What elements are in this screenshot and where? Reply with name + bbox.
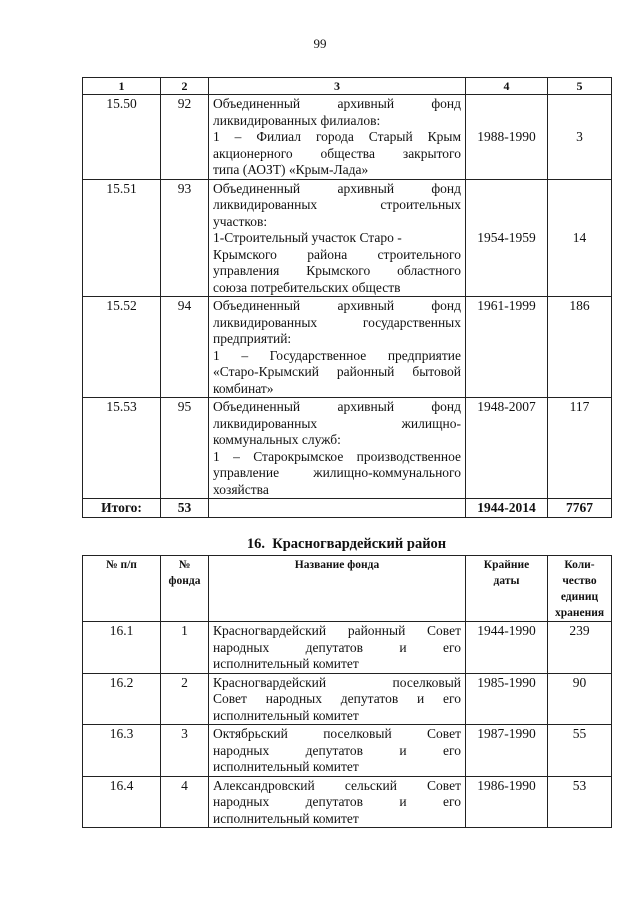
fond-name-line: народных депутатов и его [213,794,461,809]
section-title: Красногвардейский район [272,536,447,552]
header-unit-count: Коли-чество единиц хранения [548,556,612,622]
fond-name-line: Объединенный архивный фонд [213,180,461,196]
col-4-header: 4 [466,78,548,95]
fond-name-line: 1-Строительный участок Старо - [213,230,402,245]
section-number: 16. [246,536,265,552]
fond-name-line: Красногвардейский поселковый [213,674,461,690]
fond-number: 95 [161,398,209,499]
fond-name-line: Крымского района строительного [213,246,461,262]
table-row [83,297,612,398]
unit-count: 53 [548,776,612,828]
date-range: 1988-1990 [466,95,548,180]
row-number: 16.3 [83,725,161,777]
row-number: 15.51 [83,179,161,297]
col-5-header: 5 [548,78,612,95]
fond-name-line: Объединенный архивный фонд [213,96,461,111]
fond-name-line: Октябрьский поселковый Совет [213,726,461,741]
fond-name-line: управления Крымского областного [213,263,461,278]
fond-name-line: исполнительный комитет [213,759,359,774]
header-fond-name: Название фонда [209,556,466,622]
unit-count: 186 [548,297,612,398]
date-range: 1986-1990 [466,776,548,828]
row-number: 15.52 [83,297,161,398]
table-header-row [83,556,612,622]
unit-count: 239 [548,622,612,674]
unit-count: 90 [548,673,612,725]
fond-name-line: исполнительный комитет [213,810,359,826]
fond-name-line: Александровский сельский Совет [213,777,461,793]
row-number: 16.1 [83,622,161,674]
archive-table-section-15 [82,77,612,518]
date-range: 1948-2007 [466,398,548,499]
table-row [83,622,612,674]
fond-name-line: 1 – Филиал города Старый Крым [213,129,461,144]
fond-number: 3 [161,725,209,777]
fond-name [209,776,466,828]
fond-name-line: управление жилищно-коммунального [213,465,461,480]
fond-number: 1 [161,622,209,674]
section-heading [82,536,611,553]
row-number: 15.53 [83,398,161,499]
fond-name-line: Совет народных депутатов и его [213,691,461,706]
page-number: 99 [313,36,327,51]
fond-name-line: «Старо-Крымский районный бытовой [213,364,461,379]
fond-name-line: Объединенный архивный фонд [213,399,461,414]
date-range: 1961-1999 [466,297,548,398]
header-fond-number: № фонда [161,556,209,622]
row-number: 16.2 [83,673,161,725]
total-date-range: 1944-2014 [466,499,548,518]
column-number-row [83,78,612,95]
fond-name [209,673,466,725]
fond-name-line: 1 – Государственное предприятие [213,347,461,363]
row-number: 16.4 [83,776,161,828]
col-3-header: 3 [209,78,466,95]
table-row [83,95,612,180]
table-row [83,398,612,499]
fond-number: 92 [161,95,209,180]
fond-name-line: исполнительный комитет [213,656,359,671]
header-row-number: № п/п [83,556,161,622]
fond-name-line: ликвидированных государственных [213,314,461,330]
date-range: 1944-1990 [466,622,548,674]
total-row [83,499,612,518]
fond-name-line: народных депутатов и его [213,742,461,758]
date-range: 1987-1990 [466,725,548,777]
fond-name-line: ликвидированных жилищно- [213,415,461,431]
table-row [83,673,612,725]
archive-table-section-16 [82,555,612,828]
total-unit-count: 7767 [548,499,612,518]
fond-name-line: народных депутатов и его [213,639,461,655]
total-label: Итого: [83,499,161,518]
fond-name-line: типа (АОЗТ) «Крым-Лада» [213,162,369,177]
table-row [83,776,612,828]
fond-name [209,398,466,499]
col-2-header: 2 [161,78,209,95]
fond-name [209,725,466,777]
fond-name [209,297,466,398]
header-date-range: Крайние даты [466,556,548,622]
total-empty-cell [209,499,466,518]
fond-name-line: комбинат» [213,380,274,396]
date-range: 1985-1990 [466,673,548,725]
fond-name-line: Красногвардейский районный Совет [213,623,461,638]
row-number: 15.50 [83,95,161,180]
table-row [83,179,612,297]
fond-number: 2 [161,673,209,725]
fond-name-line: Объединенный архивный фонд [213,298,461,313]
fond-name-line: исполнительный комитет [213,707,359,723]
fond-name-line: участков: [213,213,268,229]
unit-count: 117 [548,398,612,499]
unit-count: 14 [548,179,612,297]
fond-number: 4 [161,776,209,828]
fond-name-line: 1 – Старокрымское производственное [213,448,461,464]
total-fond-count: 53 [161,499,209,518]
fond-name-line: хозяйства [213,481,269,497]
fond-number: 93 [161,179,209,297]
table-row [83,725,612,777]
fond-name-line: ликвидированных строительных [213,197,461,212]
fond-name-line: союза потребительских обществ [213,279,401,295]
fond-name-line: предприятий: [213,331,292,346]
fond-name-line: акционерного общества закрытого [213,145,461,161]
unit-count: 3 [548,95,612,180]
fond-name [209,622,466,674]
date-range: 1954-1959 [466,179,548,297]
fond-name-line: коммунальных служб: [213,432,341,447]
fond-number: 94 [161,297,209,398]
col-1-header: 1 [83,78,161,95]
unit-count: 55 [548,725,612,777]
fond-name-line: ликвидированных филиалов: [213,112,381,128]
fond-name [209,179,466,297]
fond-name [209,95,466,180]
